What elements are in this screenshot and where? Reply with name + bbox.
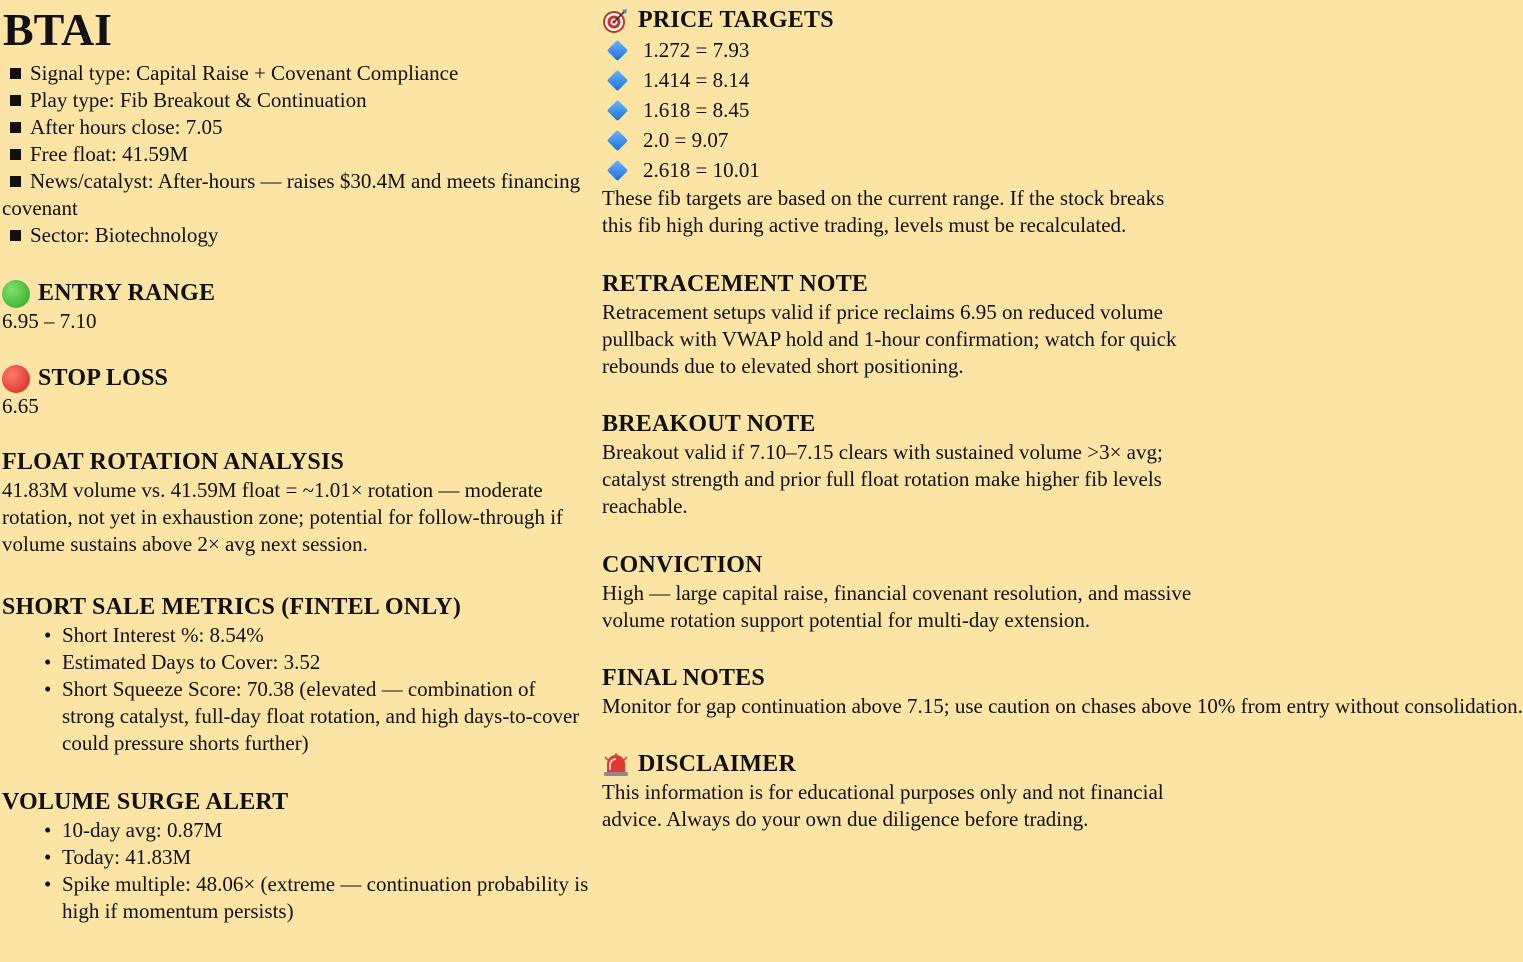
breakout-heading: BREAKOUT NOTE (602, 411, 816, 437)
info-play-type: Play type: Fib Breakout & Continuation (2, 87, 592, 114)
price-target-4: 2.0 = 9.07 (602, 125, 1193, 155)
days-to-cover-item: • Estimated Days to Cover: 3.52 (44, 650, 321, 674)
blue-diamond-icon (607, 129, 628, 150)
target-icon (602, 8, 628, 34)
green-circle-icon (2, 280, 30, 308)
price-target-3: 1.618 = 8.45 (602, 95, 1193, 125)
breakout-text: Breakout valid if 7.10–7.15 clears with sustained volume >3× avg; catalyst strength and prior full float rotation make higher fib levels reachable. (602, 440, 1163, 518)
info-signal-type: Signal type: Capital Raise + Covenant Compliance (2, 60, 592, 87)
float-rotation-heading: FLOAT ROTATION ANALYSIS (2, 449, 345, 475)
info-free-float: Free float: 41.59M (2, 141, 592, 168)
info-news-catalyst: News/catalyst: After-hours — raises $30.4M and meets financing covenant (2, 169, 581, 220)
price-targets-heading: PRICE TARGETS (602, 6, 1193, 35)
red-circle-icon (2, 365, 30, 393)
price-target-5: 2.618 = 10.01 (602, 155, 1193, 185)
square-bullet-icon (10, 122, 21, 133)
price-targets-note: These fib targets are based on the current range. If the stock breaks this fib high during active trading, levels must be recalculated. (602, 186, 1165, 237)
conviction-heading: CONVICTION (602, 552, 763, 578)
square-bullet-icon (10, 149, 21, 160)
square-bullet-icon (10, 68, 21, 79)
short-sale-heading: SHORT SALE METRICS (FINTEL ONLY) (2, 594, 462, 620)
left-column (2, 0, 592, 925)
today-volume-item: • Today: 41.83M (44, 845, 192, 869)
disclaimer-heading: DISCLAIMER (602, 750, 1193, 779)
retracement-text: Retracement setups valid if price reclaims 6.95 on reduced volume pullback with VWAP hold and 1-hour confirmation; watch for quick rebounds due to elevated short positioning. (602, 300, 1177, 378)
disclaimer-text: This information is for educational purposes only and not financial advice. Always do your own due diligence before trading. (602, 780, 1164, 831)
spike-multiple-item: • Spike multiple: 48.06× (extreme — continuation probability is high if momentum persists) (44, 872, 589, 923)
square-bullet-icon (10, 176, 21, 187)
conviction-text: High — large capital raise, financial covenant resolution, and massive volume rotation support potential for multi-day extension. (602, 581, 1192, 632)
stop-loss-value: 6.65 (2, 394, 39, 418)
ten-day-avg-item: • 10-day avg: 0.87M (44, 818, 223, 842)
short-interest-item: • Short Interest %: 8.54% (44, 623, 264, 647)
stop-loss-heading: STOP LOSS (2, 364, 592, 393)
square-bullet-icon (10, 95, 21, 106)
siren-icon (602, 753, 630, 777)
info-after-hours-close: After hours close: 7.05 (2, 114, 592, 141)
blue-diamond-icon (607, 159, 628, 180)
volume-surge-heading: VOLUME SURGE ALERT (2, 789, 289, 815)
retracement-heading: RETRACEMENT NOTE (602, 271, 869, 297)
ticker-title: BTAI (3, 4, 113, 55)
float-rotation-text: 41.83M volume vs. 41.59M float = ~1.01× rotation — moderate rotation, not yet in exhaustion zone; potential for follow-through if volume sustains above 2× avg next session. (2, 478, 564, 556)
final-notes-line: Monitor for gap continuation above 7.15; use caution on chases above 10% from entry without consolidation. (602, 694, 1523, 718)
price-target-2: 1.414 = 8.14 (602, 65, 1193, 95)
entry-range-value: 6.95 – 7.10 (2, 309, 97, 333)
square-bullet-icon (10, 230, 21, 241)
final-notes-heading: FINAL NOTES (602, 665, 765, 691)
right-column (602, 0, 1523, 833)
price-target-1: 1.272 = 7.93 (602, 35, 1193, 65)
entry-range-heading: ENTRY RANGE (2, 279, 592, 308)
blue-diamond-icon (607, 39, 628, 60)
info-sector: Sector: Biotechnology (2, 222, 592, 249)
blue-diamond-icon (607, 69, 628, 90)
blue-diamond-icon (607, 99, 628, 120)
squeeze-score-item: • Short Squeeze Score: 70.38 (elevated — combination of strong catalyst, full-day float rotation, and high days-to-cover could pressure shorts further) (44, 677, 580, 755)
